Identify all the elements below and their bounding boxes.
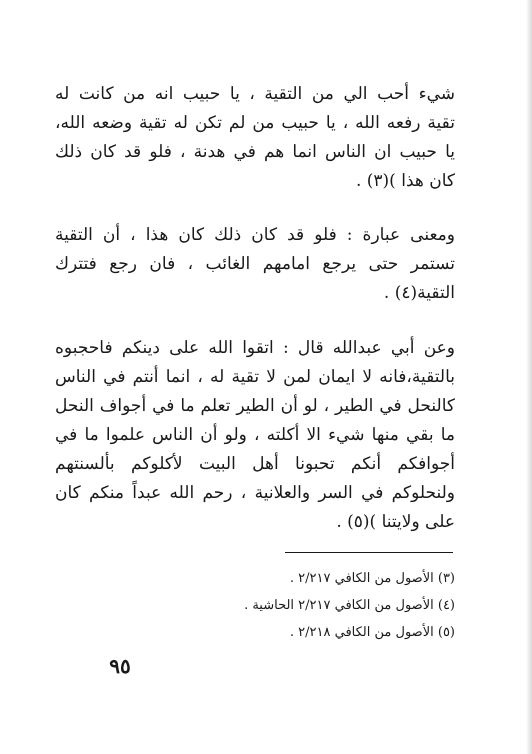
- paragraph-1: [55, 80, 455, 196]
- text-line: التقية(٤) .: [383, 283, 455, 303]
- paragraph-3: [55, 334, 455, 537]
- text-line: تقية رفعه الله ، يا حبيب من لم تكن له تقية وضعه الله،: [55, 113, 455, 133]
- footnotes: [120, 565, 455, 646]
- text-line: ولنحلوكم في السر والعلانية ، رحم الله عبداً منكم كان: [55, 483, 455, 503]
- footnote: (٥) الأصول من الكافي ٢/٢١٨ .: [289, 625, 455, 640]
- text-line: ومعنى عبارة : فلو قد كان ذلك كان هذا ، أن التقية: [55, 225, 455, 245]
- text-line: تستمر حتى يرجع امامهم الغائب ، فان رجع فتترك: [55, 254, 455, 274]
- text-line: بالتقية،فانه لا ايمان لمن لا تقية له ، انما أنتم في الناس: [55, 367, 455, 387]
- text-line: شيء أحب الي من التقية ، يا حبيب انه من كانت له: [55, 84, 455, 104]
- footnote: (٣) الأصول من الكافي ٢/٢١٧ .: [289, 571, 455, 586]
- text-line: أجوافكم أنكم تحبونا أهل البيت لأكلوكم بألسنتهم: [55, 454, 455, 474]
- paragraph-2: [55, 221, 455, 308]
- text-line: ما بقي منها شيء الا أكلته ، ولو أن الناس علموا ما في: [55, 425, 455, 445]
- page-edge: [526, 0, 532, 754]
- text-line: وعن أبي عبدالله قال : اتقوا الله على دينكم فاحجبوه: [55, 338, 455, 358]
- footnote-divider: [285, 552, 453, 553]
- text-line: يا حبيب ان الناس انما هم في هدنة ، فلو قد كان ذلك: [55, 142, 455, 162]
- text-line: على ولايتنا )(٥) .: [336, 512, 455, 532]
- text-line: كالنحل في الطير ، لو أن الطير تعلم ما في أجواف النحل: [55, 396, 455, 416]
- footnote: (٤) الأصول من الكافي ٢/٢١٧ الحاشية .: [244, 598, 455, 613]
- page-number: ٩٥: [109, 654, 131, 678]
- text-line: كان هذا )(٣) .: [355, 171, 455, 191]
